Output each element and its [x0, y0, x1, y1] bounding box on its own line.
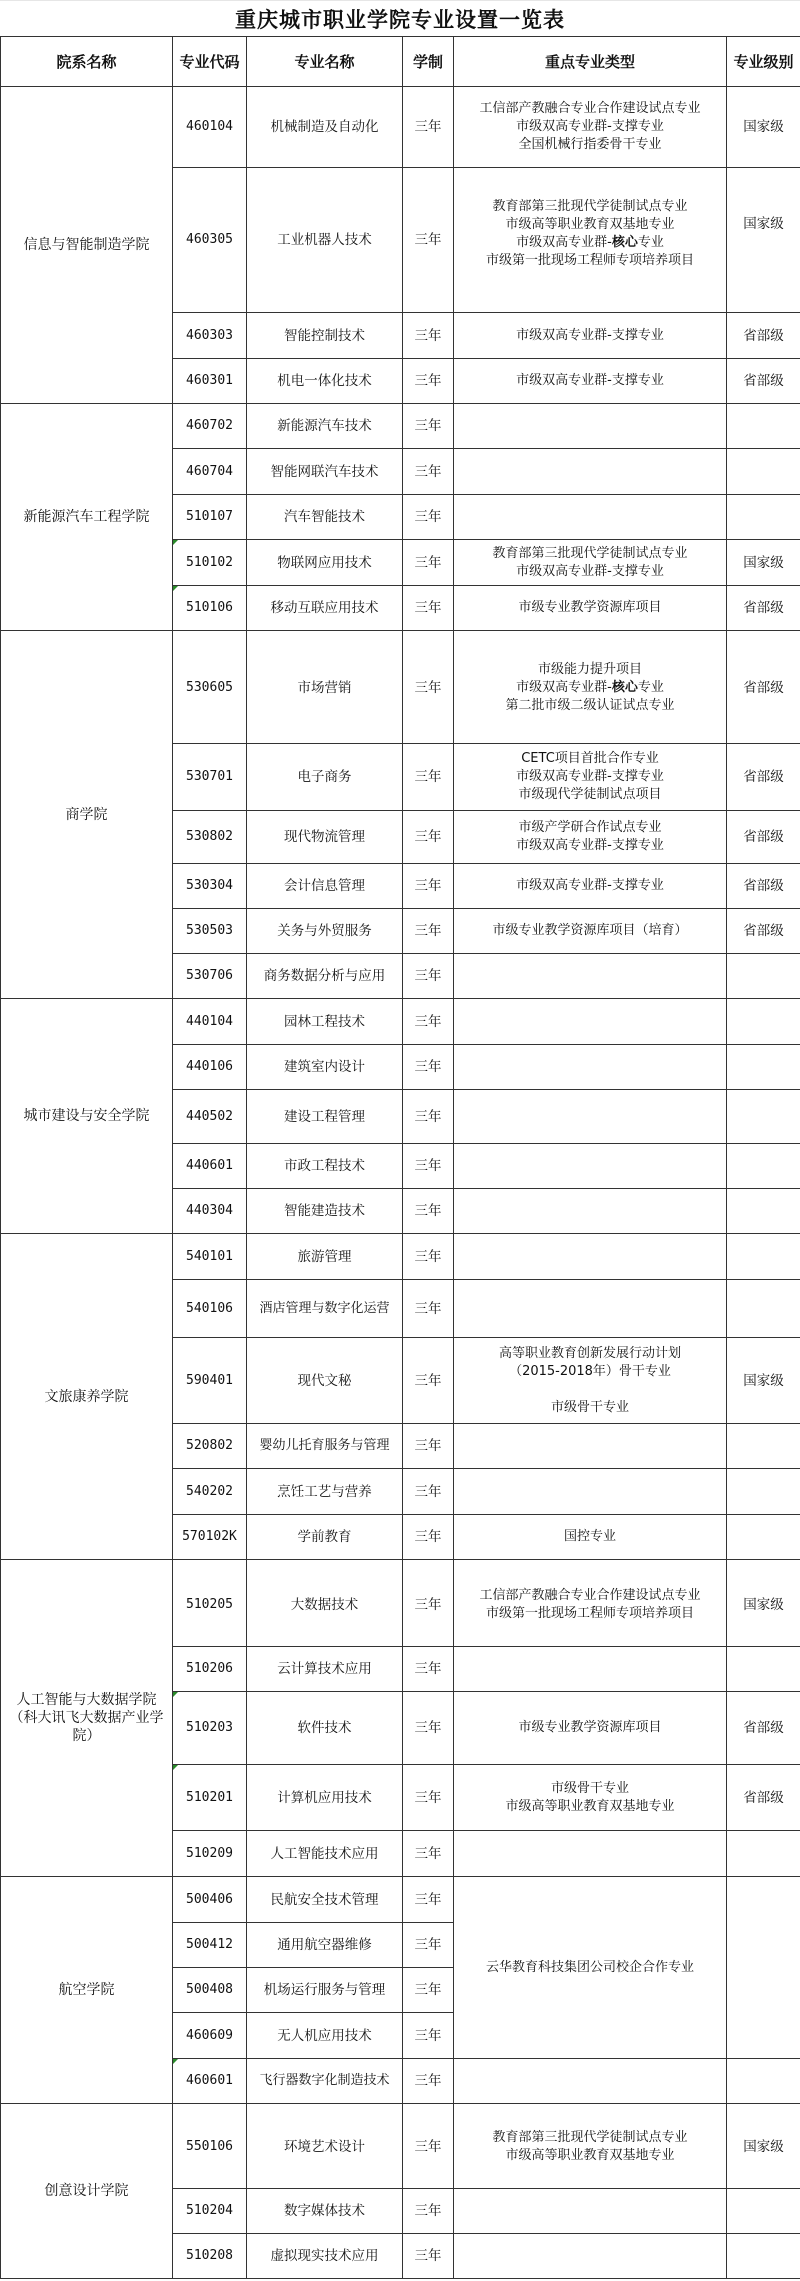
- major-code: 440106: [173, 1045, 247, 1090]
- major-types: [454, 954, 727, 999]
- major-types: [454, 1234, 727, 1280]
- major-name: 会计信息管理: [247, 864, 403, 909]
- major-types: [454, 1560, 727, 1647]
- major-duration: 三年: [403, 1765, 454, 1831]
- major-duration: 三年: [403, 2059, 454, 2104]
- major-duration: 三年: [403, 2013, 454, 2059]
- major-code: 550106: [173, 2104, 247, 2189]
- major-types: [454, 1469, 727, 1515]
- major-code: 590401: [173, 1338, 247, 1424]
- major-duration: 三年: [403, 1469, 454, 1515]
- core-emphasis: 核心: [611, 235, 638, 250]
- type-line: 市级双高专业群-支撑专业: [516, 563, 664, 579]
- major-name: 关务与外贸服务: [247, 909, 403, 954]
- major-code: 460601: [173, 2059, 247, 2104]
- major-types: [454, 2234, 727, 2279]
- major-duration: 三年: [403, 1234, 454, 1280]
- major-types: [454, 1144, 727, 1189]
- type-line: 工信部产教融合专业合作建设试点专业: [479, 101, 701, 116]
- type-line: 市级双高专业群-支撑专业: [516, 119, 664, 134]
- dept-cell: 创意设计学院: [1, 2104, 173, 2279]
- major-level: [727, 1045, 800, 1090]
- type-line: 教育部第三批现代学徒制试点专业: [492, 2130, 688, 2145]
- type-line: （2015-2018年）骨干专业: [509, 1363, 671, 1379]
- major-code: 510106: [173, 586, 247, 631]
- major-level: [727, 1090, 800, 1144]
- major-duration: 三年: [403, 999, 454, 1045]
- major-name: 现代物流管理: [247, 811, 403, 864]
- major-code: 540101: [173, 1234, 247, 1280]
- table-row: [1, 631, 800, 744]
- major-code: 500406: [173, 1877, 247, 1923]
- major-types: [454, 744, 727, 811]
- major-types: [454, 1045, 727, 1090]
- major-types: [454, 168, 727, 313]
- major-name: 现代文秘: [247, 1338, 403, 1424]
- table-row: [1, 1560, 800, 1647]
- major-code: 460305: [173, 168, 247, 313]
- major-level: 省部级: [727, 1765, 800, 1831]
- type-line: 工信部产教融合专业合作建设试点专业: [479, 1588, 701, 1603]
- major-level: [727, 1144, 800, 1189]
- major-code: 510206: [173, 1647, 247, 1692]
- major-level: [727, 1515, 800, 1560]
- type-line: CETC项目首批合作专业: [521, 751, 659, 766]
- major-level: [727, 1280, 800, 1338]
- table-row: [1, 87, 800, 168]
- major-types: 市级双高专业群-支撑专业: [454, 359, 727, 404]
- major-name: 建设工程管理: [247, 1090, 403, 1144]
- major-types: 市级专业教学资源库项目: [454, 1692, 727, 1765]
- major-types: [454, 1338, 727, 1424]
- major-level: 省部级: [727, 811, 800, 864]
- major-duration: 三年: [403, 1189, 454, 1234]
- major-code: 440601: [173, 1144, 247, 1189]
- major-level: [727, 2234, 800, 2279]
- header-dept: 院系名称: [1, 37, 173, 87]
- major-code: 440502: [173, 1090, 247, 1144]
- major-code: 510204: [173, 2189, 247, 2234]
- major-name: 移动互联应用技术: [247, 586, 403, 631]
- core-emphasis: 核心: [611, 680, 638, 695]
- major-duration: 三年: [403, 586, 454, 631]
- major-code: 510107: [173, 495, 247, 540]
- major-types: [454, 631, 727, 744]
- major-duration: 三年: [403, 540, 454, 586]
- major-duration: 三年: [403, 1923, 454, 1968]
- major-duration: 三年: [403, 1968, 454, 2013]
- major-level: [727, 954, 800, 999]
- type-line: 市级高等职业教育双基地专业: [505, 2148, 675, 2163]
- major-code: 530701: [173, 744, 247, 811]
- major-code: 530605: [173, 631, 247, 744]
- major-code: 510205: [173, 1560, 247, 1647]
- major-name: 婴幼儿托育服务与管理: [247, 1424, 403, 1469]
- type-line: 市级双高专业群-支撑专业: [516, 769, 664, 784]
- major-duration: 三年: [403, 1692, 454, 1765]
- dept-cell: 城市建设与安全学院: [1, 999, 173, 1234]
- type-line: 市级双高专业群-支撑专业: [516, 838, 664, 853]
- major-types: 国控专业: [454, 1515, 727, 1560]
- major-types: [454, 540, 727, 586]
- major-types: [454, 1280, 727, 1338]
- major-level: [727, 2059, 800, 2104]
- major-duration: 三年: [403, 744, 454, 811]
- major-types: [454, 404, 727, 449]
- major-name: 飞行器数字化制造技术: [247, 2059, 403, 2104]
- major-code: 500412: [173, 1923, 247, 1968]
- type-line: 市级能力提升项目: [537, 662, 642, 677]
- major-level: 省部级: [727, 864, 800, 909]
- major-types: [454, 1424, 727, 1469]
- major-code: 530706: [173, 954, 247, 999]
- major-name: 酒店管理与数字化运营: [247, 1280, 403, 1338]
- major-level: 国家级: [727, 1338, 800, 1424]
- major-name: 园林工程技术: [247, 999, 403, 1045]
- major-duration: 三年: [403, 313, 454, 359]
- major-code: 460301: [173, 359, 247, 404]
- type-line-blank: [456, 1381, 724, 1399]
- major-duration: 三年: [403, 2189, 454, 2234]
- dept-cell: 文旅康养学院: [1, 1234, 173, 1560]
- major-level: 省部级: [727, 586, 800, 631]
- type-line: 市级高等职业教育双基地专业: [505, 217, 675, 232]
- type-line: 市级第一批现场工程师专项培养项目: [485, 253, 694, 268]
- table-row: [1, 404, 800, 449]
- major-duration: 三年: [403, 1090, 454, 1144]
- major-name: 环境艺术设计: [247, 2104, 403, 2189]
- type-line: 市级第一批现场工程师专项培养项目: [485, 1606, 694, 1621]
- major-types: [454, 2189, 727, 2234]
- major-duration: 三年: [403, 1647, 454, 1692]
- type-line: 市级产学研合作试点专业: [518, 820, 662, 835]
- major-types: 市级双高专业群-支撑专业: [454, 864, 727, 909]
- major-code: 440104: [173, 999, 247, 1045]
- major-code: 460704: [173, 449, 247, 495]
- major-duration: 三年: [403, 909, 454, 954]
- header-types: 重点专业类型: [454, 37, 727, 87]
- major-duration: 三年: [403, 954, 454, 999]
- major-types: [454, 999, 727, 1045]
- major-types: [454, 495, 727, 540]
- major-level: [727, 449, 800, 495]
- major-name: 新能源汽车技术: [247, 404, 403, 449]
- major-name: 机电一体化技术: [247, 359, 403, 404]
- major-name: 计算机应用技术: [247, 1765, 403, 1831]
- major-name: 机械制造及自动化: [247, 87, 403, 168]
- header-level: 专业级别: [727, 37, 800, 87]
- type-line: 市级骨干专业: [550, 1399, 629, 1415]
- major-duration: 三年: [403, 2234, 454, 2279]
- major-name: 烹饪工艺与营养: [247, 1469, 403, 1515]
- major-types: 市级专业教学资源库项目（培育）: [454, 909, 727, 954]
- major-name: 物联网应用技术: [247, 540, 403, 586]
- major-name: 大数据技术: [247, 1560, 403, 1647]
- major-level: [727, 1831, 800, 1877]
- major-duration: 三年: [403, 1280, 454, 1338]
- table-row: [1, 1877, 800, 1923]
- major-types: [454, 1189, 727, 1234]
- major-code: 570102K: [173, 1515, 247, 1560]
- type-line: 市级骨干专业: [550, 1780, 629, 1796]
- major-level: [727, 1189, 800, 1234]
- major-name: 建筑室内设计: [247, 1045, 403, 1090]
- major-name: 无人机应用技术: [247, 2013, 403, 2059]
- major-code: 460303: [173, 313, 247, 359]
- major-duration: 三年: [403, 359, 454, 404]
- major-duration: 三年: [403, 1877, 454, 1923]
- major-level: [727, 1647, 800, 1692]
- header-row: [1, 37, 800, 87]
- major-name: 商务数据分析与应用: [247, 954, 403, 999]
- type-line: 市级高等职业教育双基地专业: [505, 1798, 675, 1814]
- major-level: [727, 1234, 800, 1280]
- major-name: 数字媒体技术: [247, 2189, 403, 2234]
- type-line: 市级双高专业群-核心专业: [516, 235, 664, 250]
- major-name: 智能控制技术: [247, 313, 403, 359]
- major-types: [454, 1090, 727, 1144]
- major-name: 软件技术: [247, 1692, 403, 1765]
- type-line: 第二批市级二级认证试点专业: [505, 698, 675, 713]
- type-line: 市级双高专业群-核心专业: [516, 680, 664, 695]
- major-level: 省部级: [727, 744, 800, 811]
- header-code: 专业代码: [173, 37, 247, 87]
- major-types: [454, 87, 727, 168]
- major-level: [727, 2189, 800, 2234]
- major-name: 工业机器人技术: [247, 168, 403, 313]
- header-name: 专业名称: [247, 37, 403, 87]
- type-line: 全国机械行指委骨干专业: [518, 137, 662, 152]
- major-name: 智能网联汽车技术: [247, 449, 403, 495]
- major-code: 520802: [173, 1424, 247, 1469]
- major-level: 省部级: [727, 313, 800, 359]
- major-duration: 三年: [403, 404, 454, 449]
- major-duration: 三年: [403, 631, 454, 744]
- major-level: 国家级: [727, 2104, 800, 2189]
- major-name: 学前教育: [247, 1515, 403, 1560]
- dept-cell: 新能源汽车工程学院: [1, 404, 173, 631]
- major-name: 机场运行服务与管理: [247, 1968, 403, 2013]
- major-level: [727, 999, 800, 1045]
- major-code: 510203: [173, 1692, 247, 1765]
- table-row: [1, 2104, 800, 2189]
- major-name: 汽车智能技术: [247, 495, 403, 540]
- major-code: 510102: [173, 540, 247, 586]
- dept-cell: 航空学院: [1, 1877, 173, 2104]
- major-duration: 三年: [403, 1560, 454, 1647]
- major-duration: 三年: [403, 449, 454, 495]
- page-title: 重庆城市职业学院专业设置一览表: [0, 0, 800, 36]
- major-types: [454, 811, 727, 864]
- major-duration: 三年: [403, 495, 454, 540]
- type-line: 教育部第三批现代学徒制试点专业: [492, 199, 688, 214]
- major-name: 旅游管理: [247, 1234, 403, 1280]
- major-types: [454, 1831, 727, 1877]
- majors-table: [0, 36, 800, 2279]
- dept-cell: 商学院: [1, 631, 173, 999]
- table-row: [1, 999, 800, 1045]
- major-level: [727, 1469, 800, 1515]
- major-code: 510201: [173, 1765, 247, 1831]
- major-level: 国家级: [727, 540, 800, 586]
- major-code: 500408: [173, 1968, 247, 2013]
- major-duration: 三年: [403, 1424, 454, 1469]
- major-code: 510209: [173, 1831, 247, 1877]
- major-name: 智能建造技术: [247, 1189, 403, 1234]
- major-code: 540106: [173, 1280, 247, 1338]
- major-name: 云计算技术应用: [247, 1647, 403, 1692]
- major-level: 省部级: [727, 909, 800, 954]
- major-types: [454, 2104, 727, 2189]
- major-types: [454, 449, 727, 495]
- major-code: 510208: [173, 2234, 247, 2279]
- major-level: 省部级: [727, 631, 800, 744]
- major-types: 市级双高专业群-支撑专业: [454, 313, 727, 359]
- major-duration: 三年: [403, 1515, 454, 1560]
- major-duration: 三年: [403, 1831, 454, 1877]
- major-level: 国家级: [727, 87, 800, 168]
- major-level: [727, 495, 800, 540]
- table-row: [1, 1234, 800, 1280]
- major-duration: 三年: [403, 811, 454, 864]
- major-code: 440304: [173, 1189, 247, 1234]
- type-line: 市级现代学徒制试点项目: [518, 787, 662, 802]
- major-code: 530503: [173, 909, 247, 954]
- major-level: 国家级: [727, 1560, 800, 1647]
- major-code: 460702: [173, 404, 247, 449]
- major-code: 530304: [173, 864, 247, 909]
- major-level: [727, 1424, 800, 1469]
- type-line: 高等职业教育创新发展行动计划: [498, 1345, 681, 1361]
- major-types: [454, 2059, 727, 2104]
- major-types-shared: 云华教育科技集团公司校企合作专业: [454, 1877, 727, 2059]
- major-duration: 三年: [403, 2104, 454, 2189]
- major-name: 虚拟现实技术应用: [247, 2234, 403, 2279]
- dept-cell: 信息与智能制造学院: [1, 87, 173, 404]
- major-duration: 三年: [403, 864, 454, 909]
- major-name: 电子商务: [247, 744, 403, 811]
- major-duration: 三年: [403, 87, 454, 168]
- major-duration: 三年: [403, 1338, 454, 1424]
- major-level: [727, 404, 800, 449]
- major-types: 市级专业教学资源库项目: [454, 586, 727, 631]
- major-level: 省部级: [727, 359, 800, 404]
- major-code: 530802: [173, 811, 247, 864]
- major-name: 市政工程技术: [247, 1144, 403, 1189]
- major-types: [454, 1647, 727, 1692]
- header-duration: 学制: [403, 37, 454, 87]
- dept-cell: 人工智能与大数据学院 （科大讯飞大数据产业学 院）: [1, 1560, 173, 1877]
- major-name: 民航安全技术管理: [247, 1877, 403, 1923]
- major-name: 人工智能技术应用: [247, 1831, 403, 1877]
- major-code: 540202: [173, 1469, 247, 1515]
- major-name: 通用航空器维修: [247, 1923, 403, 1968]
- type-line: 教育部第三批现代学徒制试点专业: [492, 545, 688, 561]
- major-level: 国家级: [727, 168, 800, 313]
- major-code: 460609: [173, 2013, 247, 2059]
- major-level: [727, 1877, 800, 2059]
- major-duration: 三年: [403, 1045, 454, 1090]
- major-types: [454, 1765, 727, 1831]
- major-code: 460104: [173, 87, 247, 168]
- major-level: 省部级: [727, 1692, 800, 1765]
- major-name: 市场营销: [247, 631, 403, 744]
- major-duration: 三年: [403, 1144, 454, 1189]
- major-duration: 三年: [403, 168, 454, 313]
